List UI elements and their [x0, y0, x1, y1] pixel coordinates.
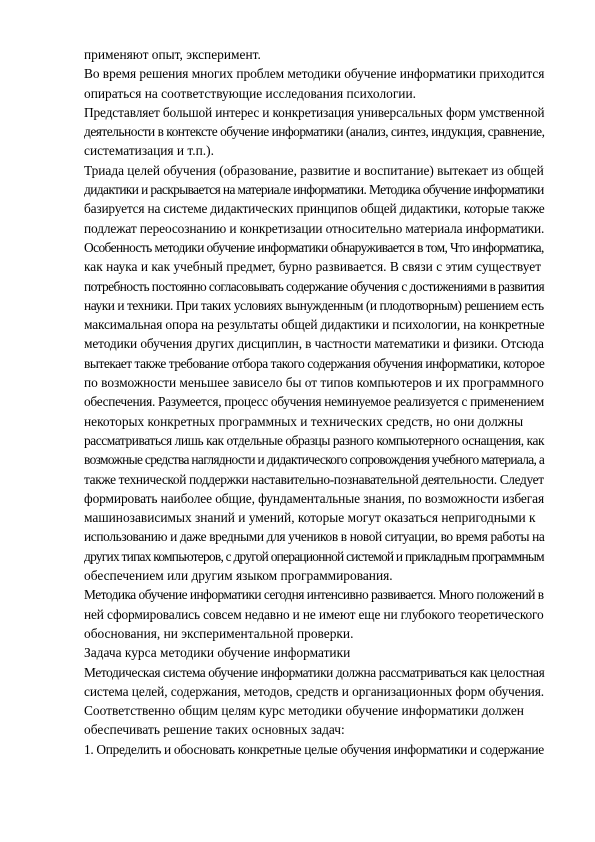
- paragraph: [84, 585, 544, 643]
- text-line: Представляет большой интерес и конкретизация универсальных форм умственной: [84, 104, 545, 120]
- text-line: Методическая система обучение информатики должна рассматриваться как целостная: [84, 664, 545, 680]
- text-line: система целей, содержания, методов, средств и организационных форм обучения.: [84, 683, 545, 699]
- text-line: Триада целей обучения (образование, развитие и воспитание) вытекает из общей: [84, 162, 544, 178]
- text-line: использованию и даже вредными для учеников в новой ситуации, во время работы на: [84, 529, 545, 545]
- text-line: деятельности в контексте обучение информатики (анализ, синтез, индукция, сравнение,: [84, 124, 545, 140]
- text-line: Методика обучение информатики сегодня интенсивно развивается. Много положений в: [84, 587, 544, 603]
- text-line: как наука и как учебный предмет, бурно развивается. В связи с этим существует: [84, 259, 542, 275]
- text-line: по возможности меньшее зависело бы от типов компьютеров и их программного: [84, 375, 544, 391]
- text-line: формировать наиболее общие, фундаментальные знания, по возможности избегая: [84, 490, 545, 506]
- paragraph: [84, 643, 544, 662]
- text-line: вытекает также требование отбора такого содержания обучения информатики, которое: [84, 355, 545, 371]
- text-line: максимальная опора на результаты общей дидактики и психологии, на конкретные: [84, 317, 545, 333]
- text-line: некоторых конкретных программных и технических средств, но они должны: [84, 413, 524, 429]
- text-line: 1. Определить и обосновать конкретные целые обучения информатики и содержание: [84, 741, 544, 757]
- text-line: базируется на системе дидактических принципов общей дидактики, которые также: [84, 201, 545, 217]
- text-line: опираться на соответствующие исследования психологии.: [84, 85, 416, 101]
- text-line: обеспечивать решение таких основных задач:: [84, 722, 345, 738]
- text-line: обеспечения. Разумеется, процесс обучения неминуемое реализуется с применением: [84, 394, 544, 410]
- paragraph: [84, 103, 544, 161]
- text-line: рассматриваться лишь как отдельные образцы разного компьютерного оснащения, как: [84, 432, 545, 448]
- text-line: обеспечением или другим языком программирования.: [84, 568, 393, 584]
- text-line: науки и техники. При таких условиях вынужденным (и плодотворным) решением есть: [84, 297, 544, 313]
- text-line: Соответственно общим целям курс методики обучение информатики должен: [84, 703, 524, 719]
- text-line: ней сформировались совсем недавно и не имеют еще ни глубокого теоретического: [84, 606, 544, 622]
- text-line: возможные средства наглядности и дидактического сопровождения учебного материала, а: [84, 452, 545, 468]
- text-line: обоснования, ни экспериментальной проверки.: [84, 625, 354, 641]
- paragraph: [84, 45, 544, 64]
- paragraph: [84, 663, 544, 702]
- text-line: Задача курса методики обучение информатики: [84, 645, 351, 661]
- text-line: систематизация и т.п.).: [84, 143, 214, 159]
- paragraph: [84, 740, 544, 759]
- paragraph: [84, 64, 544, 103]
- text-line: Особенность методики обучение информатики обнаруживается в том, Что информатика,: [84, 239, 544, 255]
- paragraph: [84, 701, 544, 740]
- text-line: дидактики и раскрывается на материале информатики. Методика обучение информатики: [84, 182, 544, 198]
- text-line: подлежат переосознанию и конкретизации относительно материала информатики.: [84, 220, 545, 236]
- text-line: применяют опыт, эксперимент.: [84, 47, 261, 62]
- paragraph: [84, 238, 544, 585]
- text-line: машинозависимых знаний и умений, которые могут оказаться непригодными к: [84, 510, 536, 526]
- text-line: потребность постоянно согласовывать содержание обучения с достижениями в развития: [84, 278, 545, 294]
- paragraph: [84, 161, 544, 238]
- text-line: других типах компьютеров, с другой операционной системой и прикладным программным: [84, 548, 544, 564]
- document-page: [84, 45, 544, 759]
- text-line: Во время решения многих проблем методики обучение информатики приходится: [84, 66, 545, 82]
- text-line: методики обучения других дисциплин, в частности математики и физики. Отсюда: [84, 336, 544, 352]
- text-line: также технической поддержки наставительно-познавательной деятельности. Следует: [84, 471, 544, 487]
